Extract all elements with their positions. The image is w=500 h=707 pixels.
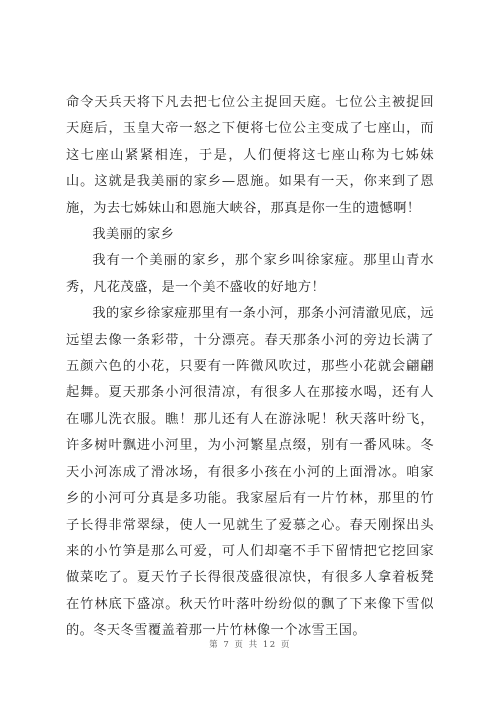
paragraph-river-bamboo: 我的家乡徐家痖那里有一条小河，那条小河清澈见底，远远望去像一条彩带，十分漂亮。春天那条小河的旁边长满了五颜六色的小花，只要有一阵微风吹过，那些小花就会翩翩起舞。夏天那条小河很清凉，有很多人在那接水喝，还有人在哪儿洗衣服。瞧！那儿还有人在游泳呢！秋天落叶纷飞，许多树叶飘进小河里，为小河繁星点缀，别有一番风味。冬天小河冻成了滑冰场，有很多小孩在小河的上面滑冰。咱家乡的小河可分真是多功能。我家屋后有一片竹林，那里的竹子长得非常翠绿，使人一见就生了爱慕之心。春天刚探出头来的小竹笋是那么可爱，可人们却毫不手下留情把它挖回家做菜吃了。夏天竹子长得很茂盛很凉快，有很多人拿着板凳在竹林底下盛凉。秋天竹叶落叶纷纷似的飘了下来像下雪似的。冬天冬雪覆盖着那一片竹林像一个冰雪王国。 xyxy=(66,306,434,639)
document-body xyxy=(66,90,434,645)
section-heading: 我美丽的家乡 xyxy=(92,227,175,243)
paragraph-intro: 我有一个美丽的家乡，那个家乡叫徐家痖。那里山青水秀，凡花茂盛，是一个美不盛收的好地方！ xyxy=(66,253,434,295)
paragraph-continued: 命令天兵天将下凡去把七位公主捉回天庭。七位公主被捉回天庭后，玉皇大帝一怒之下便将七位公主变成了七座山，而这七座山紧紧相连，于是，人们便将这七座山称为七姊妹山。这就是我美丽的家乡—恩施。如果有一天，你来到了恩施，为去七姊妹山和恩施大峡谷，那真是你一生的遗憾啊！ xyxy=(66,95,434,216)
page-number-footer: 第 7 页 共 12 页 xyxy=(209,640,291,650)
